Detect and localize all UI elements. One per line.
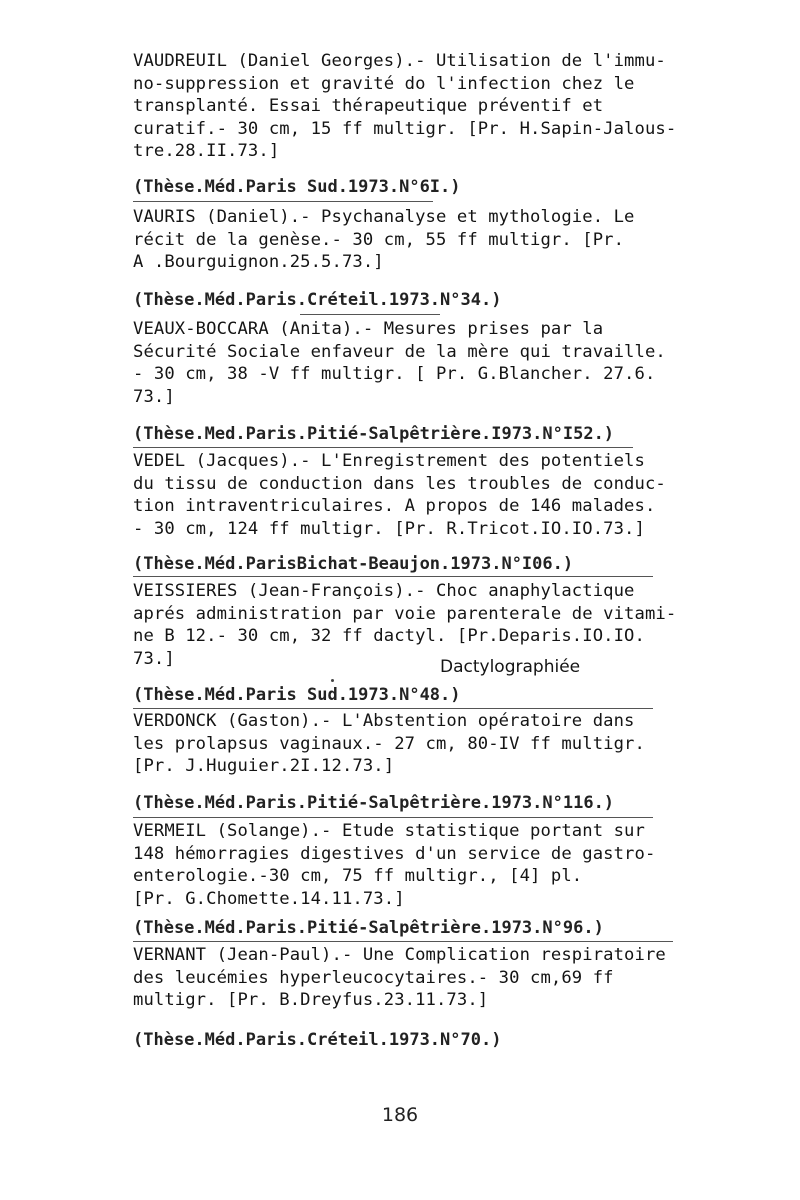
thesis-reference: (Thèse.Méd.Paris.Créteil.1973.N°34.) <box>133 290 502 310</box>
separator-rule <box>133 576 653 577</box>
catalog-entry <box>133 580 677 670</box>
catalog-entry <box>133 450 673 540</box>
entry-line: VEISSIERES (Jean-François).- Choc anaphylactique <box>133 581 635 601</box>
entry-line: enterologie.-30 cm, 75 ff multigr., [4] pl. <box>133 866 583 887</box>
entry-line: Sécurité Sociale enfaveur de la mère qui travaille. <box>133 341 666 362</box>
entry-line: VERMEIL (Solange).- Etude statistique portant sur <box>133 821 645 841</box>
entry-line: VERDONCK (Gaston).- L'Abstention opératoire dans <box>133 711 635 731</box>
entry-line: 73.] <box>133 386 175 407</box>
entry-line: curatif.- 30 cm, 15 ff multigr. [Pr. H.Sapin-Jalous- <box>133 118 677 139</box>
entry-line: VEAUX-BOCCARA (Anita).- Mesures prises par la <box>133 319 604 339</box>
entry-line: tion intraventriculaires. A propos de 146 malades. <box>133 496 656 517</box>
entry-line: 148 hémorragies digestives d'un service de gastro- <box>133 843 656 864</box>
thesis-reference: (Thèse.Méd.Paris.Pitié-Salpêtrière.1973.N°116.) <box>133 793 615 813</box>
page-number: 186 <box>381 1104 419 1126</box>
catalog-entry <box>133 318 673 408</box>
handwritten-note: Dactylographiée <box>440 657 581 677</box>
entry-line: aprés administration par voie parenterale de vitami- <box>133 603 677 624</box>
entry-line: du tissu de conduction dans les troubles de conduc- <box>133 473 666 494</box>
entry-line: - 30 cm, 124 ff multigr. [Pr. R.Tricot.IO.IO.73.] <box>133 518 645 539</box>
entry-line: [Pr. G.Chomette.14.11.73.] <box>133 888 405 909</box>
separator-rule <box>133 708 653 709</box>
entry-line: - 30 cm, 38 -V ff multigr. [ Pr. G.Blancher. 27.6. <box>133 364 656 385</box>
entry-line: [Pr. J.Huguier.2I.12.73.] <box>133 756 395 777</box>
entry-line: transplanté. Essai thérapeutique préventif et <box>133 96 604 117</box>
catalog-entry <box>133 820 673 910</box>
thesis-reference: (Thèse.Méd.Paris Sud.1973.N°48.) <box>133 685 461 705</box>
separator-rule <box>133 817 653 818</box>
entry-line: récit de la genèse.- 30 cm, 55 ff multigr. [Pr. <box>133 229 625 250</box>
entry-line: VAURIS (Daniel).- Psychanalyse et mythologie. Le <box>133 207 635 227</box>
thesis-reference: (Thèse.Méd.ParisBichat-Beaujon.1973.N°I06.) <box>133 554 574 574</box>
catalog-entry <box>133 50 677 163</box>
entry-line: VERNANT (Jean-Paul).- Une Complication respiratoire <box>133 945 666 965</box>
entry-line: ne B 12.- 30 cm, 32 ff dactyl. [Pr.Deparis.IO.IO. <box>133 626 645 647</box>
separator-rule <box>300 314 440 315</box>
separator-rule <box>133 201 433 202</box>
thesis-reference: (Thèse.Méd.Paris.Pitié-Salpêtrière.1973.N°96.) <box>133 918 604 938</box>
entry-line: 73.] <box>133 648 175 669</box>
entry-line: A .Bourguignon.25.5.73.] <box>133 252 384 273</box>
entry-line: tre.28.II.73.] <box>133 141 280 162</box>
entry-line: des leucémies hyperleucocytaires.- 30 cm,69 ff <box>133 967 614 988</box>
thesis-reference: (Thèse.Méd.Paris Sud.1973.N°6I.) <box>133 177 461 197</box>
catalog-entry <box>133 206 673 274</box>
catalog-entry <box>133 944 673 1012</box>
thesis-reference: (Thèse.Méd.Paris.Créteil.1973.N°70.) <box>133 1030 502 1050</box>
separator-rule <box>133 447 633 448</box>
entry-line: multigr. [Pr. B.Dreyfus.23.11.73.] <box>133 990 489 1011</box>
entry-line: VAUDREUIL (Daniel Georges).- Utilisation de l'immu- <box>133 51 666 71</box>
entry-line: VEDEL (Jacques).- L'Enregistrement des potentiels <box>133 451 645 471</box>
entry-line: les prolapsus vaginaux.- 27 cm, 80-IV ff multigr. <box>133 733 645 754</box>
separator-rule <box>133 941 673 942</box>
entry-line: no-suppression et gravité do l'infection chez le <box>133 73 635 94</box>
ink-speck <box>331 679 334 682</box>
thesis-reference: (Thèse.Med.Paris.Pitié-Salpêtrière.I973.N°I52.) <box>133 424 615 444</box>
catalog-entry <box>133 710 673 778</box>
